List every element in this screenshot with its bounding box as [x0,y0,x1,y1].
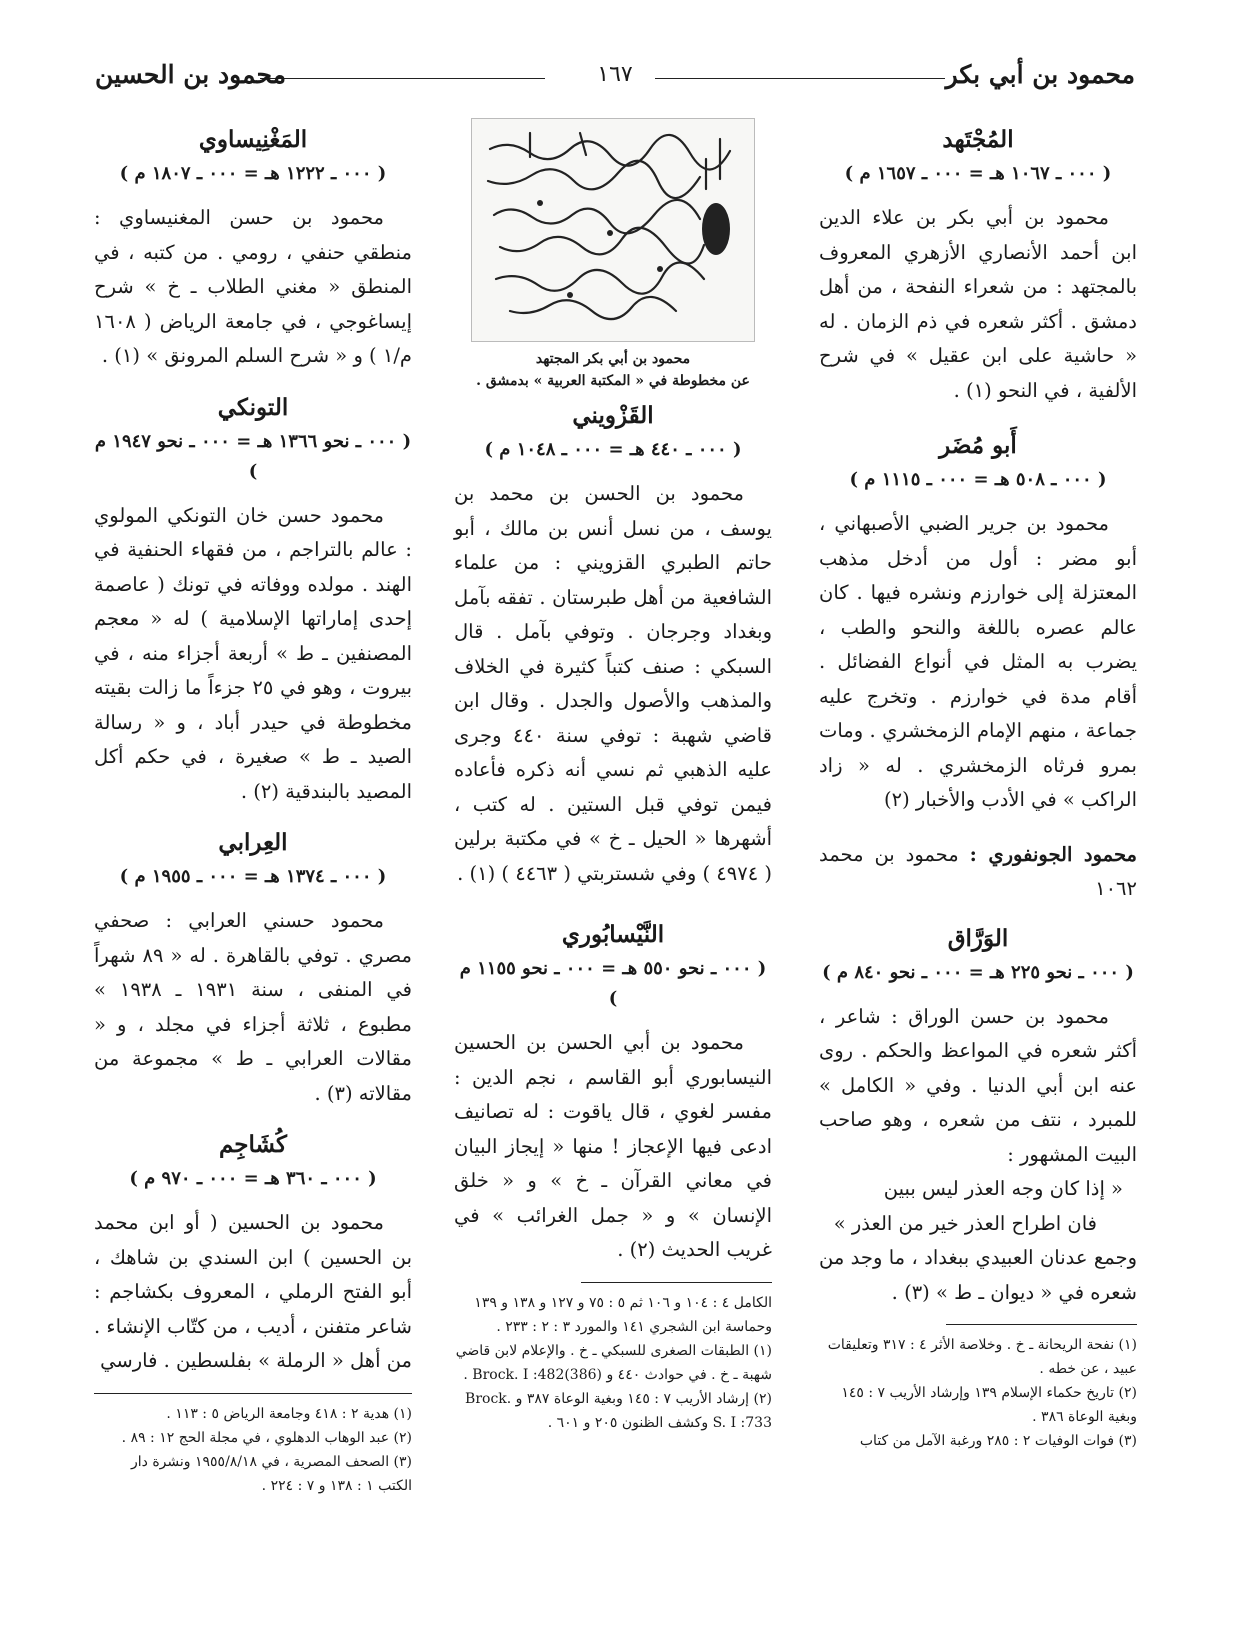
manuscript-image [471,118,755,342]
entry-title: كُشَاجِم [218,1131,287,1158]
entry-title: النَّيْسابُوري [561,921,665,948]
column-right [819,118,1137,1453]
footnote: (١) نفحة الريحانة ـ خ . وخلاصة الأثر ٤ : ٣١٧ وتعليقات عبيد ، عن خطه . [827,1337,1137,1377]
footnote: (٣) الصحف المصرية ، في ١٩٥٥/٨/١٨ ونشرة دار الكتب ١ : ١٣٨ و ٧ : ٢٢٤ . [130,1453,412,1494]
footnote: (٣) فوات الوفيات ٢ : ٢٨٥ ورغبة الآمل من كتاب [859,1433,1137,1449]
footnote: (١) هدية ٢ : ٤١٨ وجامعة الرياض ٥ : ١١٣ . [166,1405,412,1422]
entry-title: المَغْنِيساوي [198,126,308,153]
crossref-target: محمود بن محمد ١٠٦٢ [819,842,1137,900]
footnote-rule [946,1324,1137,1325]
entry-abu-mudar [819,432,1137,818]
entry-warraq [819,925,1137,1311]
verse-line-2: فان اطراح العذر خير من العذر » [833,1211,1097,1235]
footnote: (٢) إرشاد الأريب ٧ : ١٤٥ وبغية الوعاة ٣٨٧ و Brock. S. I :733 وكشف الظنون ٢٠٥ و ٦٠١ . [465,1390,772,1431]
column-left [94,118,412,1498]
entry-kushajim [94,1131,412,1379]
footnotes [819,1333,1137,1453]
header-rule-left [260,78,545,79]
entry-title: العِرابي [218,829,288,856]
entry-title: الوَرَّاق [947,924,1009,952]
entry-mujtahid [819,126,1137,408]
verse-line-1: « إذا كان وجه العذر ليس ببين [883,1177,1123,1200]
page-header [95,60,1135,96]
entry-maghnisawi [94,126,412,374]
entry-body: محمود حسني العرابي : صحفي مصري . توفي بالقاهرة . له « ٨٩ شهراً في المنفى ، سنة ١٩٣١ ـ ١٩٣٨ » مطبوع ، ثلاثة أجزاء في مجلد ، و « مقالات العرابي ـ ط » مجموعة من مقالاته (٣) . [94,909,413,1105]
footnote-rule [581,1282,772,1283]
footnote: (١) الطبقات الصغرى للسبكي ـ خ . والإعلام لابن قاضي شهبة ـ خ . في حوادث ٤٤٠ و Brock. I :482(386) . [455,1342,772,1383]
header-right-title: محمود بن أبي بكر [945,60,1135,89]
header-left-title: محمود بن الحسين [95,60,287,89]
manuscript-handwriting-icon [471,119,754,342]
entry-dates: ( ٠٠٠ ـ ٤٤٠ هـ = ٠٠٠ ـ ١٠٤٨ م ) [484,439,742,460]
entry-title: القَزْويني [572,402,654,429]
footnote-rule [94,1393,412,1394]
cross-reference [819,838,1137,907]
footnotes [94,1402,412,1498]
entry-title: أَبو مُضَر [939,432,1017,459]
entry-dates: ( ٠٠٠ ـ ١٢٢٢ هـ = ٠٠٠ ـ ١٨٠٧ م ) [119,163,387,184]
caption-line-2: عن مخطوطة في « المكتبة العربية » بدمشق . [476,373,750,389]
page-number: ١٦٧ [585,62,644,87]
entry-body: محمود بن أبي الحسن بن الحسين النيسابوري أبو القاسم ، نجم الدين : مفسر لغوي ، قال ياقوت : له تصانيف ادعى فيها الإعجاز ! منها « إيجاز البيان في معاني القرآن ـ خ » و « خلق الإنسان » و « جمل الغرائب » في غريب الحديث (٢) . [454,1031,772,1261]
entry-qazwini [454,402,772,891]
entry-arabi [94,829,412,1111]
entry-body: محمود بن الحسين ( أو ابن محمد بن الحسين ) ابن السندي بن شاهك ، أبو الفتح الرملي ، المعروف بكشاجم : شاعر متفنن ، أديب ، من كتّاب الإنشاء . من أهل « الرملة » بفلسطين . فارسي [94,1211,412,1372]
entry-body: محمود بن أبي بكر بن علاء الدين ابن أحمد الأنصاري الأزهري المعروف بالمجتهد : من شعراء النفحة ، من أهل دمشق . أكثر شعره في ذم الزمان . له « حاشية على ابن عقيل » في شرح الألفية ، في النحو (١) . [819,206,1137,402]
footnote: الكامل ٤ : ١٠٤ و ١٠٦ ثم ٥ : ٧٥ و ١٢٧ و ١٣٨ و ١٣٩ وحماسة ابن الشجري ١٤١ والمورد ٣ : ٢ : ٢٣٣ . [474,1294,772,1335]
entry-body: محمود بن جرير الضبي الأصبهاني ، أبو مضر : أول من أدخل مذهب المعتزلة إلى خوارزم ونشره فيها . كان عالم عصره باللغة والنحو والطب ، يضرب به المثل في أنواع الفضائل . أقام مدة في خوارزم . وتخرج عليه جماعة ، منهم الإمام الزمخشري . ومات بمرو فرثاه الزمخشري . له « زاد الراكب » في الأدب والأخبار (٢) [819,512,1137,811]
entry-body: محمود حسن خان التونكي المولوي : عالم بالتراجم ، من فقهاء الحنفية في الهند . مولده ووفاته في تونك ( عاصمة إحدى إماراتها الإسلامية ) له « معجم المصنفين ـ ط » أربعة أجزاء منه ، في بيروت ، وهو في ٢٥ جزءاً ما زالت بقيته مخطوطة في حيدر أباد ، و « رسالة الصيد ـ ط » صغيرة ، في حكم أكل المصيد بالبندقية (٢) . [94,503,412,803]
entry-body: محمود بن حسن الوراق : شاعر ، أكثر شعره في المواعظ والحكم . روى عنه ابن أبي الدنيا . وفي « الكامل » للمبرد ، نتف من شعره ، وهو صاحب البيت المشهور : [819,1004,1137,1166]
footnotes [454,1291,772,1435]
column-middle [454,118,772,1435]
entry-dates: ( ٠٠٠ ـ ١٣٧٤ هـ = ٠٠٠ ـ ١٩٥٥ م ) [119,866,387,887]
entry-body: محمود بن حسن المغنيساوي : منطقي حنفي ، رومي . من كتبه ، في المنطق « مغني الطلاب ـ خ » شرح إيساغوجي ، في جامعة الرياض ( ١٦٠٨ م/١ ) و « شرح السلم المرونق » (١) . [94,206,412,367]
entry-dates: ( ٠٠٠ ـ ٥٠٨ هـ = ٠٠٠ ـ ١١١٥ م ) [849,469,1107,490]
entry-body-continued: وجمع عدنان العبيدي ببغداد ، ما وجد من شعره في « ديوان ـ ط » (٣) . [819,1246,1137,1304]
caption-line-1: محمود بن أبي بكر المجتهد [535,351,691,367]
entry-title: المُجْتَهد [942,126,1014,153]
crossref-name: محمود الجونفوري : [969,842,1137,866]
entry-dates: ( ٠٠٠ ـ ١٠٦٧ هـ = ٠٠٠ ـ ١٦٥٧ م ) [844,163,1112,184]
entry-dates: ( ٠٠٠ ـ نحو ٥٥٠ هـ = ٠٠٠ ـ نحو ١١٥٥ م ) [459,958,767,1009]
entry-title: التونكي [217,393,289,421]
entry-dates: ( ٠٠٠ ـ نحو ١٣٦٦ هـ = ٠٠٠ ـ نحو ١٩٤٧ م ) [94,430,412,482]
entry-dates: ( ٠٠٠ ـ ٣٦٠ هـ = ٠٠٠ ـ ٩٧٠ م ) [129,1168,377,1189]
entry-body: محمود بن الحسن بن محمد بن يوسف ، من نسل أنس بن مالك ، أبو حاتم الطبري القزويني : من علماء الشافعية من أهل طبرستان . تفقه بآمل وبغداد وجرجان . وتوفي بآمل . قال السبكي : صنف كتباً كثيرة في الخلاف والمذهب والأصول والجدل . وقال ابن قاضي شهبة : توفي سنة ٤٤٠ وجرى عليه الذهبي ثم نسي أنه ذكره فأعاده فيمن توفي قبل الستين . له كتب ، أشهرها « الحيل ـ خ » في مكتبة برلين ( ٤٩٧٤ ) وفي شستربتي ( ٤٤٦٣ ) (١) . [454,482,772,885]
header-rule-right [655,78,945,79]
entry-naysaburi [454,921,772,1268]
entry-dates: ( ٠٠٠ ـ نحو ٢٢٥ هـ = ٠٠٠ ـ نحو ٨٤٠ م ) [822,961,1134,983]
footnote: (٢) تاريخ حكماء الإسلام ١٣٩ وإرشاد الأريب ٧ : ١٤٥ وبغية الوعاة ٣٨٦ . [841,1385,1137,1425]
entry-tonki [94,394,412,810]
footnote: (٢) عبد الوهاب الدهلوي ، في مجلة الحج ١٢ : ٨٩ . [121,1429,412,1446]
image-caption [454,348,772,392]
